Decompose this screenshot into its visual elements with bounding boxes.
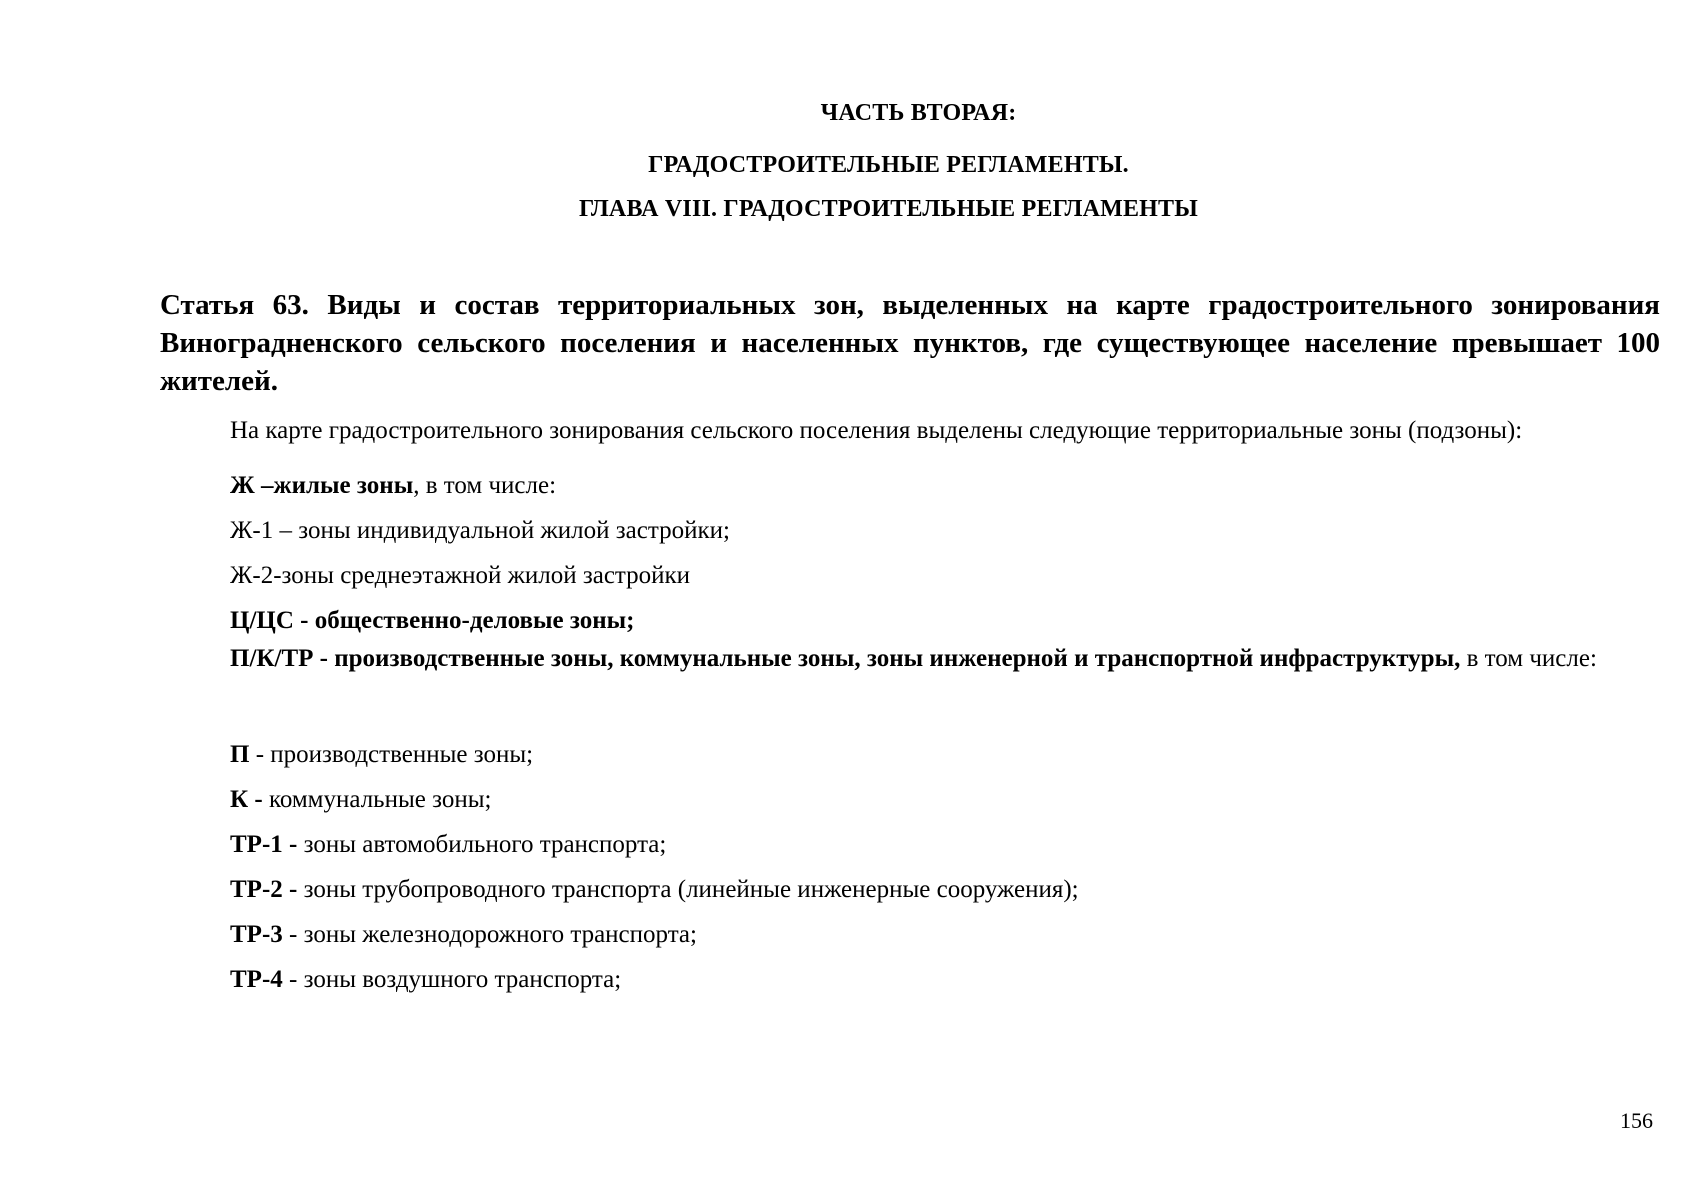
zone-code: ТР-3 — [230, 921, 283, 948]
zone-text: в том числе: — [1460, 645, 1597, 672]
zone-code: ТР-2 - — [230, 876, 298, 903]
article-title: Статья 63. Виды и состав территориальных зон, выделенных на карте градостроительного зонирования Виноградненского сельского поселения и населенных пунктов, где существующее население превышает 100 жителей. — [160, 289, 1660, 397]
zone-text: коммунальные зоны; — [262, 786, 492, 813]
zone-code: Ц/ЦС - общественно-деловые зоны; — [230, 607, 635, 634]
chapter-heading: ГЛАВА VIII. ГРАДОСТРОИТЕЛЬНЫЕ РЕГЛАМЕНТЫ — [578, 196, 1199, 222]
zone-text: - зоны воздушного транспорта; — [282, 966, 622, 993]
zone-code: П — [230, 741, 250, 768]
zone-code: ТР-4 — [230, 966, 283, 993]
zone-item-residential — [230, 470, 556, 502]
zone-item-zh2 — [230, 560, 690, 592]
zone-item-tr1 — [230, 829, 666, 861]
zone-code: ТР-1 - — [230, 831, 298, 858]
zone-item-tr4 — [230, 964, 621, 996]
zone-text: , в том числе: — [413, 472, 557, 499]
intro-paragraph: На карте градостроительного зонирования сельского поселения выделены следующие территориальные зоны (подзоны): — [230, 417, 1523, 444]
zone-text: зоны трубопроводного транспорта (линейные инженерные сооружения); — [297, 876, 1079, 903]
zone-item-tr2 — [230, 874, 1079, 906]
zone-text: - зоны железнодорожного транспорта; — [282, 921, 697, 948]
zone-text: Ж-2-зоны среднеэтажной жилой застройки — [230, 562, 691, 589]
zone-code: К - — [230, 786, 263, 813]
zone-item-zh1 — [230, 515, 730, 547]
zone-text: - производственные зоны; — [249, 741, 534, 768]
zone-code: П/К/ТР - производственные зоны, коммунальные зоны, зоны инженерной и транспортной инфраструктуры, — [230, 645, 1461, 672]
zone-item-k — [230, 784, 491, 816]
zone-item-p — [230, 739, 533, 771]
page-number: 156 — [1620, 1108, 1653, 1133]
part-heading: ЧАСТЬ ВТОРАЯ: — [820, 100, 1017, 126]
zone-item-industrial-group — [230, 634, 1660, 684]
part-title-heading: ГРАДОСТРОИТЕЛЬНЫЕ РЕГЛАМЕНТЫ. — [648, 152, 1129, 178]
zone-item-business — [230, 605, 635, 637]
zone-text: зоны автомобильного транспорта; — [297, 831, 667, 858]
zone-code: Ж –жилые зоны — [230, 472, 414, 499]
zone-text: Ж-1 – зоны индивидуальной жилой застройки; — [230, 517, 730, 544]
zone-item-tr3 — [230, 919, 697, 951]
